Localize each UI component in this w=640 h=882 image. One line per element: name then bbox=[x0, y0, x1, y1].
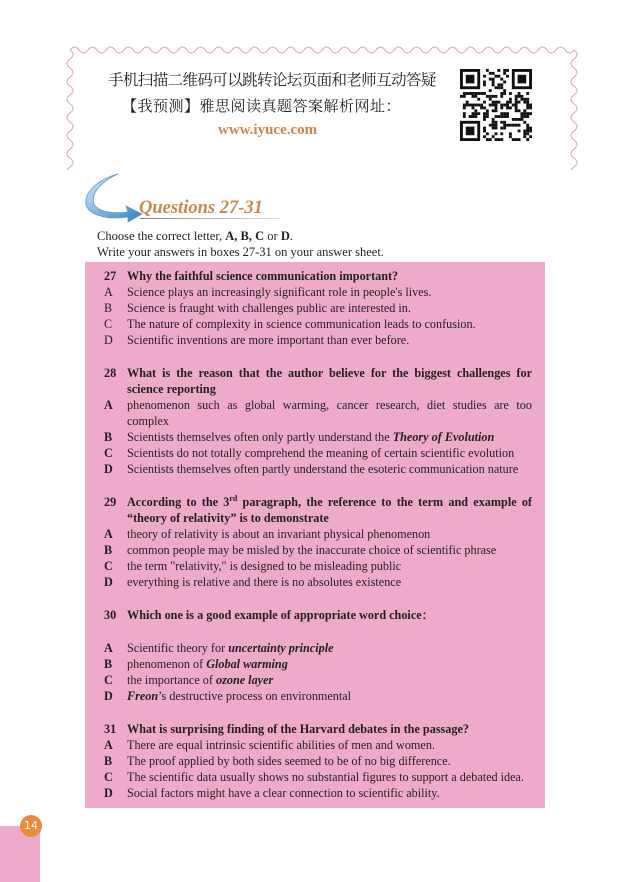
question-superscript: rd bbox=[229, 493, 238, 503]
instruction-text: Choose the correct letter, bbox=[97, 229, 226, 243]
option-text bbox=[127, 445, 532, 461]
option-text bbox=[127, 429, 532, 445]
instruction-letters: A, B, C bbox=[225, 229, 265, 243]
option-d[interactable] bbox=[104, 574, 532, 590]
question-text-main: According to the 3 bbox=[127, 495, 230, 509]
banner-site-label: 【我预测】雅思阅读真题答案解析网址： bbox=[122, 97, 402, 115]
option-letter: C bbox=[104, 446, 113, 460]
qr-code-icon[interactable] bbox=[460, 68, 532, 142]
question-text-main: What is the reason that the author believe for the biggest challenges for science reporting bbox=[127, 366, 532, 396]
question-text bbox=[127, 268, 532, 284]
question-stem bbox=[104, 607, 532, 623]
option-c[interactable] bbox=[104, 445, 532, 461]
question-31 bbox=[104, 721, 532, 801]
option-text-main: Science is fraught with challenges public are interested in. bbox=[127, 301, 411, 315]
option-letter: B bbox=[104, 543, 113, 557]
option-text-main: Scientists do not totally comprehend the meaning of certain scientific evolution bbox=[127, 446, 515, 460]
option-b[interactable] bbox=[104, 429, 532, 445]
option-text-main: Social factors might have a clear connection to scientific ability. bbox=[127, 786, 440, 800]
option-text-main: the term "relativity," is designed to be misleading public bbox=[127, 559, 402, 573]
option-text-main: everything is relative and there is no absolutes existence bbox=[127, 575, 402, 589]
option-a[interactable] bbox=[104, 284, 532, 300]
option-letter: C bbox=[104, 770, 113, 784]
option-a[interactable] bbox=[104, 397, 532, 429]
option-text bbox=[127, 640, 532, 656]
option-b[interactable] bbox=[104, 542, 532, 558]
banner-url-link[interactable]: www.iyuce.com bbox=[218, 122, 318, 138]
option-emphasis: Global warming bbox=[206, 657, 288, 671]
option-text bbox=[127, 316, 532, 332]
option-text-main: The nature of complexity in science communication leads to confusion. bbox=[127, 317, 476, 331]
question-28 bbox=[104, 365, 532, 477]
option-text-main: theory of relativity is about an invariant physical phenomenon bbox=[127, 527, 431, 541]
questions-list bbox=[104, 268, 532, 801]
instruction-write: Write your answers in boxes 27-31 on your answer sheet. bbox=[97, 245, 384, 259]
option-c[interactable] bbox=[104, 316, 532, 332]
option-emphasis: Freon bbox=[127, 689, 159, 703]
option-text bbox=[127, 769, 532, 785]
option-letter: A bbox=[104, 527, 113, 541]
option-text-main: phenomenon such as global warming, cancer research, diet studies are too complex bbox=[127, 398, 532, 428]
option-text bbox=[127, 574, 532, 590]
option-emphasis: Theory of Evolution bbox=[392, 430, 495, 444]
question-number: 27 bbox=[104, 269, 117, 283]
option-text-main: Science plays an increasingly significant role in people's lives. bbox=[127, 285, 432, 299]
question-text-rest: paragraph, the reference to the term and example of “theory of relativity” is to demonstrate bbox=[127, 495, 532, 525]
option-letter: C bbox=[104, 673, 113, 687]
option-b[interactable] bbox=[104, 753, 532, 769]
option-text-main: There are equal intrinsic scientific abilities of men and women. bbox=[127, 738, 435, 752]
page-number-badge: 14 bbox=[20, 815, 42, 837]
section-title: Questions 27-31 bbox=[139, 198, 263, 218]
option-text bbox=[127, 542, 532, 558]
option-letter: D bbox=[104, 689, 113, 703]
option-text-main: The proof applied by both sides seemed to be of no big difference. bbox=[127, 754, 451, 768]
curved-arrow-icon bbox=[84, 172, 144, 224]
question-27 bbox=[104, 268, 532, 348]
option-text bbox=[127, 688, 532, 704]
option-text-main: common people may be misled by the inaccurate choice of scientific phrase bbox=[127, 543, 497, 557]
option-text bbox=[127, 558, 532, 574]
option-text-main: Scientific inventions are more important than ever before. bbox=[127, 333, 410, 347]
instruction-or: or bbox=[264, 229, 281, 243]
option-letter: B bbox=[104, 301, 113, 315]
option-text bbox=[127, 461, 532, 477]
option-text bbox=[127, 672, 532, 688]
question-text-main: Why the faithful science communication important? bbox=[127, 269, 399, 283]
option-letter: A bbox=[104, 285, 113, 299]
instruction-letter-d: D bbox=[280, 229, 290, 243]
option-text-main: phenomenon of bbox=[127, 657, 207, 671]
option-c[interactable] bbox=[104, 558, 532, 574]
option-emphasis: uncertainty principle bbox=[228, 641, 334, 655]
question-number: 28 bbox=[104, 366, 117, 380]
question-30 bbox=[104, 607, 532, 704]
option-text-rest: ’s destructive process on environmental bbox=[158, 689, 352, 703]
question-stem bbox=[104, 721, 532, 737]
question-number: 30 bbox=[104, 608, 117, 622]
option-d[interactable] bbox=[104, 785, 532, 801]
option-letter: D bbox=[104, 333, 113, 347]
option-text-main: Scientists themselves often only partly understand the bbox=[127, 430, 393, 444]
question-text bbox=[127, 607, 532, 623]
option-text bbox=[127, 332, 532, 348]
option-letter: B bbox=[104, 430, 113, 444]
instruction-period: . bbox=[289, 229, 293, 243]
question-text bbox=[127, 365, 532, 397]
option-a[interactable] bbox=[104, 640, 532, 656]
option-letter: C bbox=[104, 317, 113, 331]
question-text-main: What is surprising finding of the Harvard debates in the passage? bbox=[127, 722, 469, 736]
option-d[interactable] bbox=[104, 332, 532, 348]
option-c[interactable] bbox=[104, 672, 532, 688]
option-letter: D bbox=[104, 462, 113, 476]
option-letter: A bbox=[104, 641, 113, 655]
question-gap bbox=[104, 623, 532, 640]
option-emphasis: ozone layer bbox=[216, 673, 274, 687]
option-text-main: the importance of bbox=[127, 673, 217, 687]
question-stem bbox=[104, 494, 532, 526]
banner-qr-instruction: 手机扫描二维码可以跳转论坛页面和老师互动答疑 bbox=[108, 71, 436, 89]
question-number: 29 bbox=[104, 495, 117, 509]
question-text-main: Which one is a good example of appropriate word choice： bbox=[127, 608, 434, 622]
option-text-main: Scientific theory for bbox=[127, 641, 229, 655]
option-text bbox=[127, 397, 532, 429]
option-b[interactable] bbox=[104, 300, 532, 316]
question-text bbox=[127, 721, 532, 737]
question-29 bbox=[104, 494, 532, 590]
option-text bbox=[127, 737, 532, 753]
option-text bbox=[127, 656, 532, 672]
question-stem bbox=[104, 365, 532, 397]
option-text bbox=[127, 300, 532, 316]
option-letter: B bbox=[104, 657, 113, 671]
option-text bbox=[127, 284, 532, 300]
question-text bbox=[127, 494, 532, 526]
option-letter: B bbox=[104, 754, 113, 768]
title-underline bbox=[140, 218, 280, 219]
question-stem bbox=[104, 268, 532, 284]
option-text-main: The scientific data usually shows no substantial figures to support a debated idea. bbox=[127, 770, 525, 784]
option-text-main: Scientists themselves often partly understand the esoteric communication nature bbox=[127, 462, 519, 476]
option-letter: D bbox=[104, 786, 113, 800]
option-a[interactable] bbox=[104, 737, 532, 753]
option-b[interactable] bbox=[104, 656, 532, 672]
instruction-choose bbox=[97, 229, 293, 244]
option-d[interactable] bbox=[104, 461, 532, 477]
option-d[interactable] bbox=[104, 688, 532, 704]
question-number: 31 bbox=[104, 722, 117, 736]
option-a[interactable] bbox=[104, 526, 532, 542]
option-text bbox=[127, 753, 532, 769]
option-text bbox=[127, 526, 532, 542]
option-letter: A bbox=[104, 398, 113, 412]
option-letter: A bbox=[104, 738, 113, 752]
option-c[interactable] bbox=[104, 769, 532, 785]
option-letter: D bbox=[104, 575, 113, 589]
option-letter: C bbox=[104, 559, 113, 573]
option-text bbox=[127, 785, 532, 801]
